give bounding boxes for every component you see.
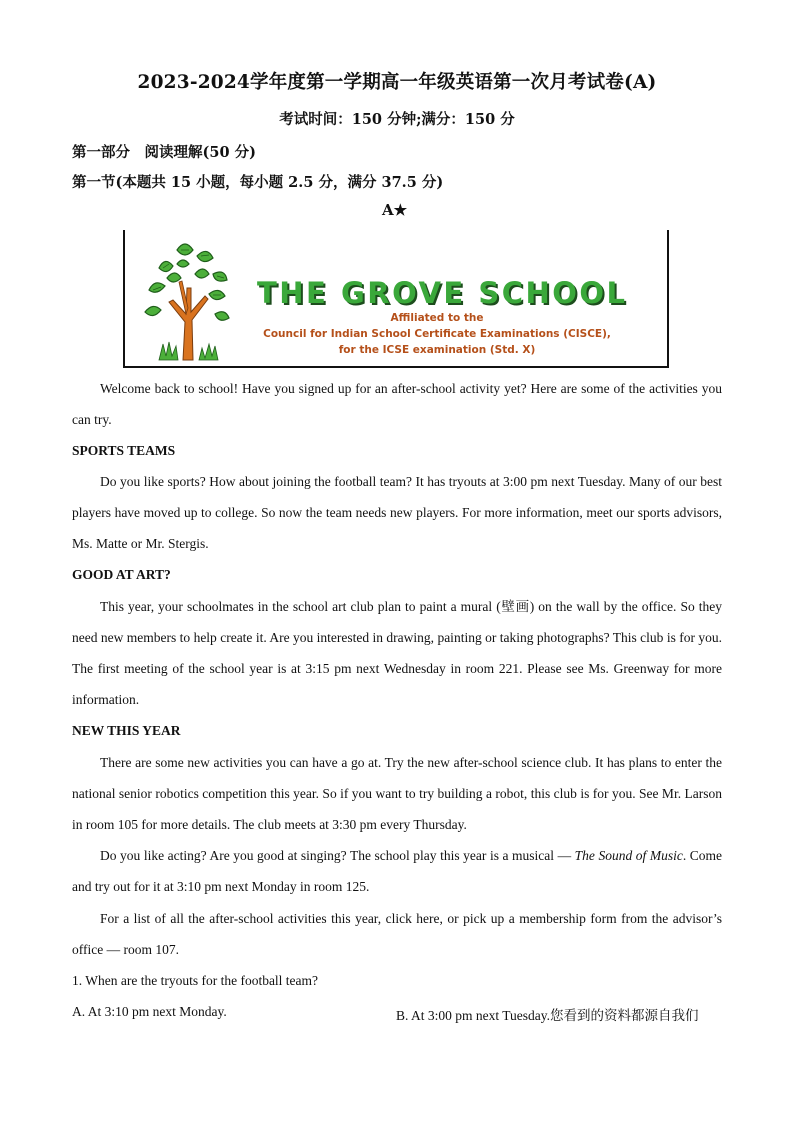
option-b: B. At 3:00 pm next Tuesday.您看到的资料都源自我们	[396, 1008, 699, 1023]
affiliation-line: Affiliated to the	[390, 312, 484, 324]
tree-icon	[139, 238, 235, 362]
acting-text-before: Do you like acting? Are you good at singing? The school play this year is a musical —	[100, 848, 575, 863]
intro-paragraph: Welcome back to school! Have you signed up for an after-school activity yet? Here are some of the activities you can try.	[72, 381, 722, 427]
sports-heading: SPORTS TEAMS	[72, 443, 176, 458]
exam-title: 2023-2024学年度第一学期高一年级英语第一次月考试卷(A)	[137, 72, 657, 93]
school-logo-banner	[123, 230, 669, 368]
acting-text-after: . Come and try out for it at 3:10 pm next Monday in room 125.	[72, 848, 723, 894]
new-heading: NEW THIS YEAR	[72, 723, 181, 738]
affiliation-council: Council for Indian School Certificate Examinations (CISCE),	[263, 328, 611, 340]
new-activities-paragraph: There are some new activities you can have a go at. Try the new after-school science club. It has plans to enter the national senior robotics competition this year. So if you want to try building a robot, this club is for you. See Mr. Larson in room 105 for more details. The club meets at 3:30 pm every Thursday.	[72, 755, 722, 832]
exam-info: 考试时间：150 分钟;满分：150 分	[279, 111, 515, 128]
school-name: THE GROVE SCHOOL	[257, 276, 628, 310]
sports-paragraph: Do you like sports? How about joining the football team? It has tryouts at 3:00 pm next Tuesday. Many of our best players have moved up to college. So now the team needs new players. For more information, meet our sports advisors, Ms. Matte or Mr. Stergis.	[72, 474, 722, 551]
acting-paragraph	[72, 840, 722, 902]
question-1: 1. When are the tryouts for the football team?	[72, 973, 319, 988]
subsection-heading: 第一节(本题共 15 小题，每小题 2.5 分，满分 37.5 分)	[72, 174, 444, 191]
affiliation-exam: for the ICSE examination (Std. X)	[338, 344, 536, 356]
closing-paragraph: For a list of all the after-school activities this year, click here, or pick up a membership form from the advisor’s office — room 107.	[72, 911, 722, 957]
art-heading: GOOD AT ART?	[72, 567, 171, 582]
part-heading: 第一部分 阅读理解(50 分)	[72, 144, 256, 161]
musical-title: The Sound of Music	[574, 848, 683, 863]
art-paragraph: This year, your schoolmates in the school art club plan to paint a mural (壁画) on the wall by the office. So they need new members to help create it. Are you interested in drawing, painting or taking photographs? This club is for you. The first meeting of the school year is at 3:15 pm next Wednesday in room 221. Please see Ms. Greenway for more information.	[72, 599, 722, 707]
passage-label: A★	[382, 201, 408, 219]
option-a: A. At 3:10 pm next Monday.	[72, 1004, 227, 1019]
